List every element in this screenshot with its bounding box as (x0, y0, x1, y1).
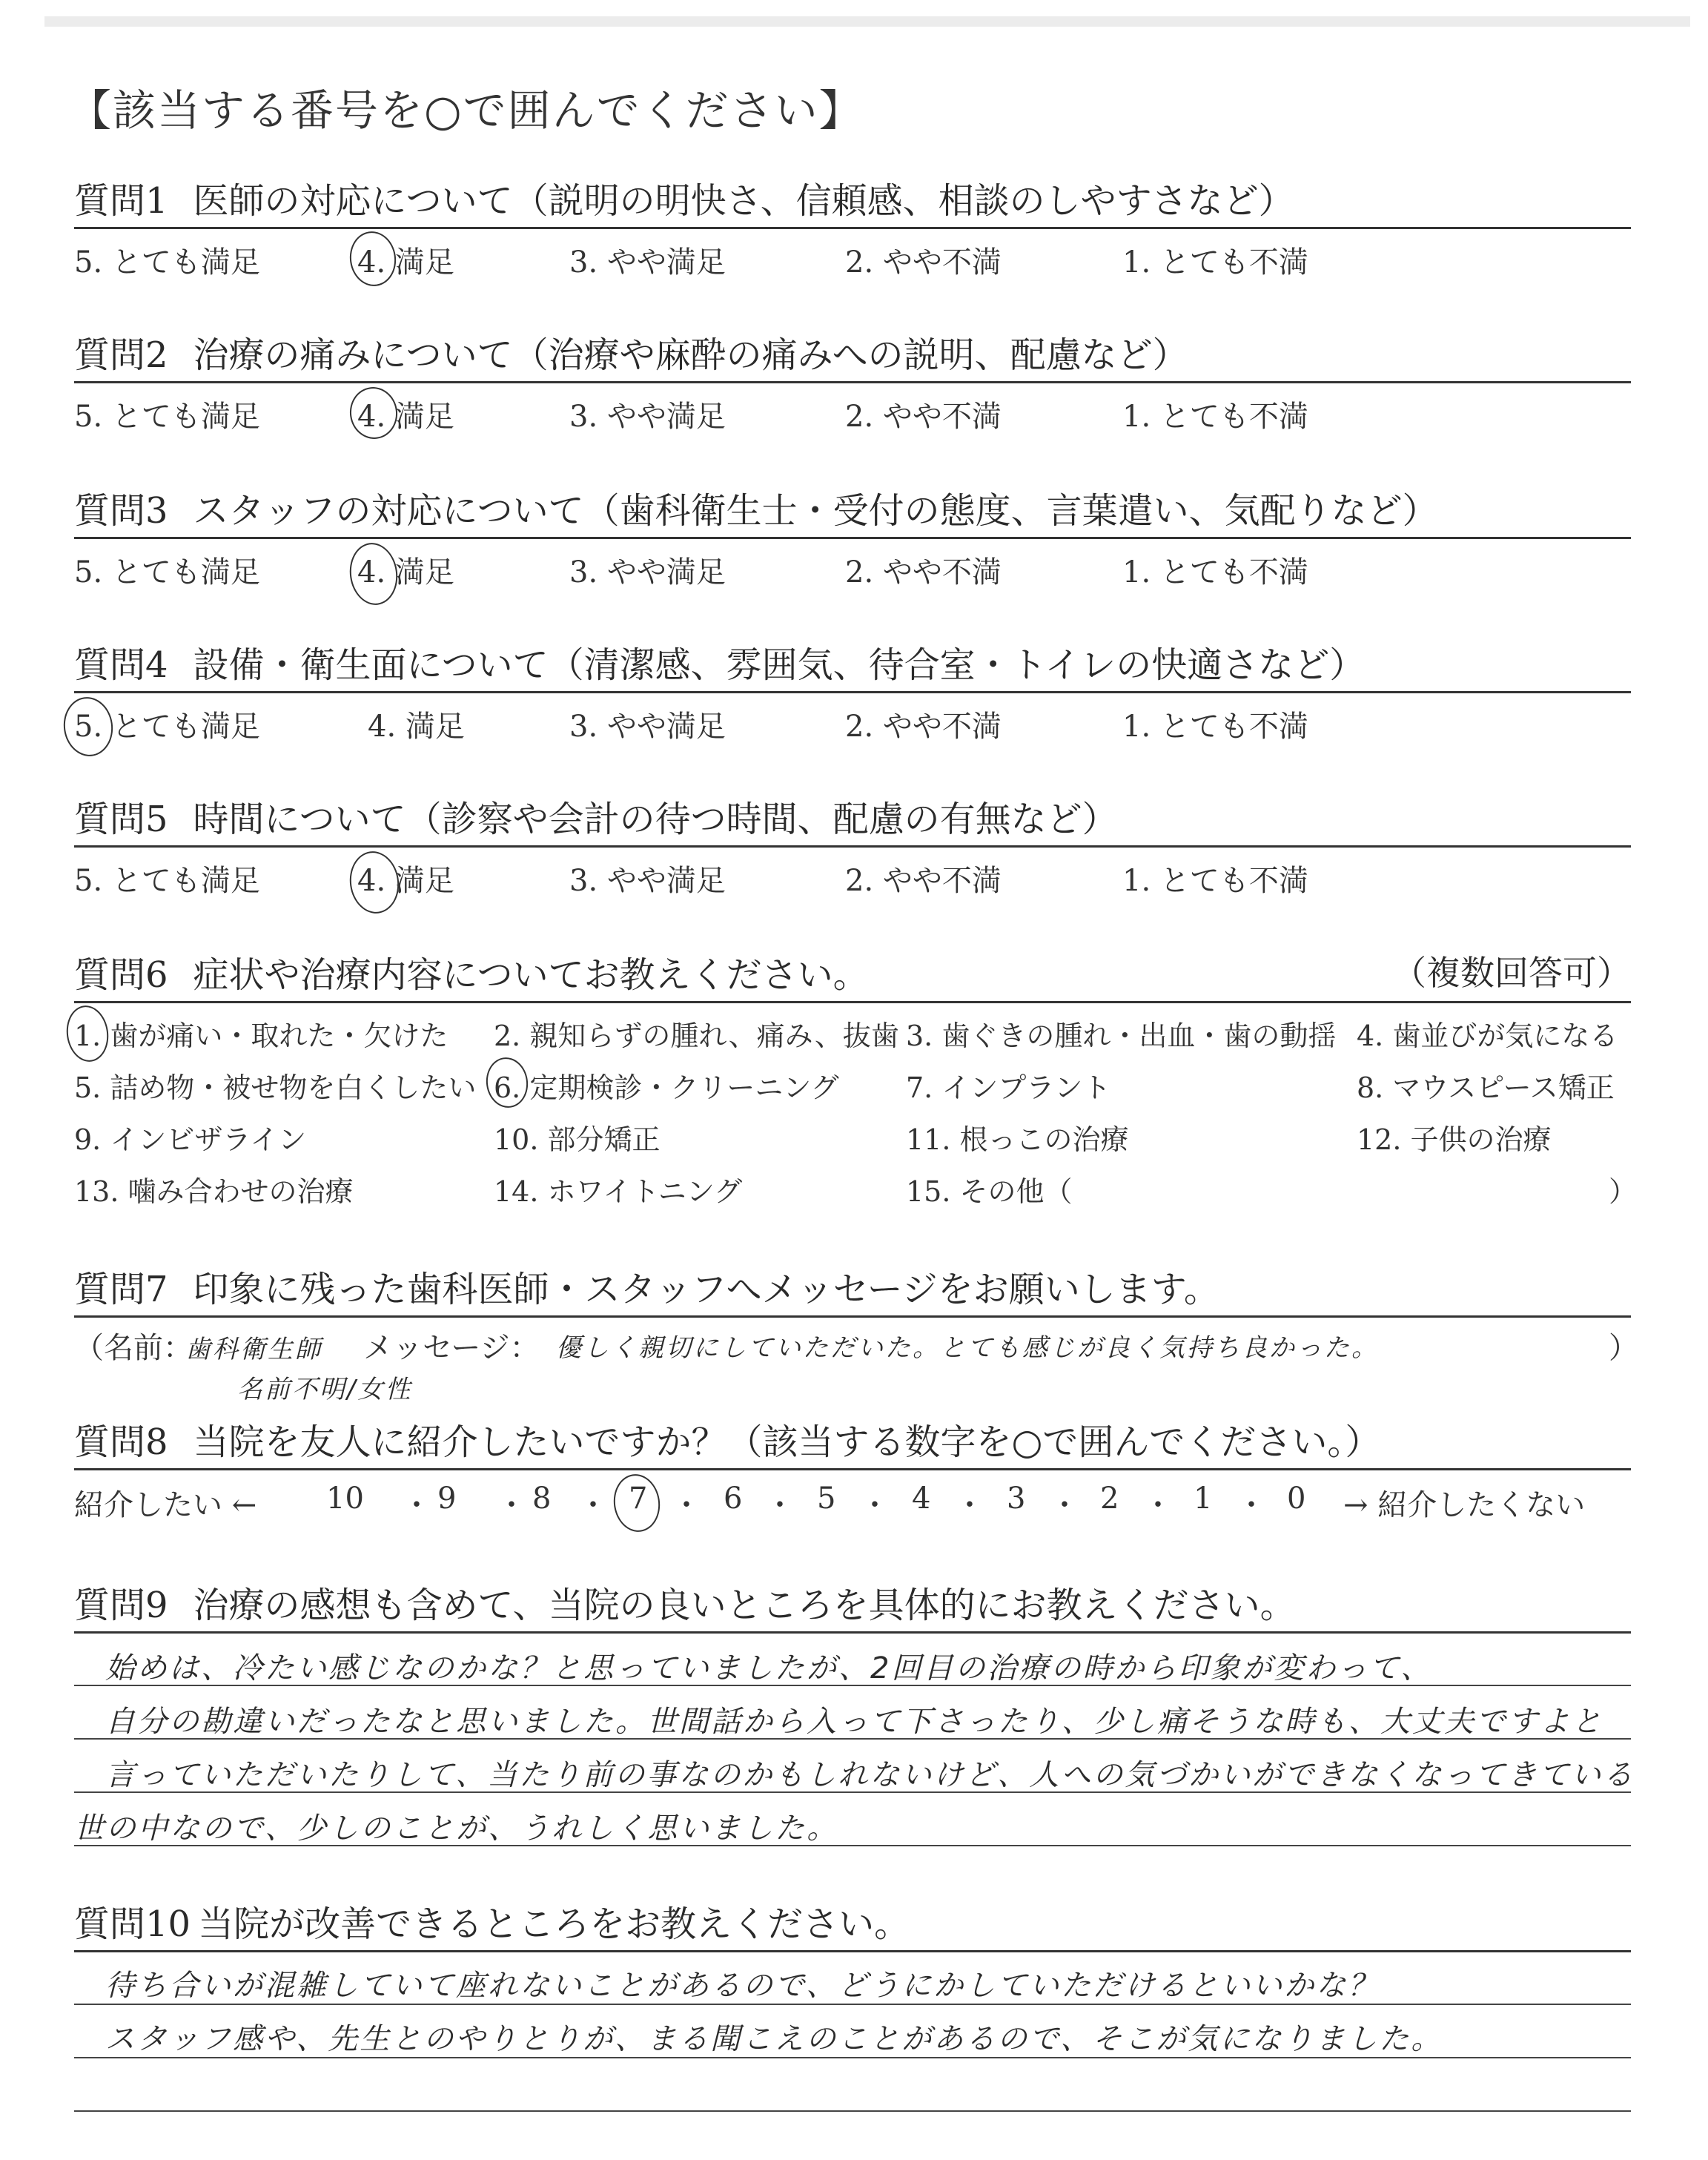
question-title (74, 482, 1631, 533)
page-heading: 【該当する番号を○で囲んでください】 (68, 85, 864, 136)
question-text: 設備・衛生面について（清潔感、雰囲気、待合室・トイレの快適さなど） (193, 644, 1366, 686)
option-4[interactable]: 4. 満足 (357, 555, 454, 589)
scale-5[interactable]: 5 (817, 1482, 836, 1516)
question-number: 質問7 (74, 1269, 168, 1310)
question-rule (74, 1468, 1631, 1470)
handwritten-answer-line: スタッフ感や、先生とのやりとりが、まる聞こえのことがあるので、そこが気になりました。 (105, 2022, 1443, 2056)
symptom-option-12[interactable]: 12. 子供の治療 (1357, 1123, 1552, 1156)
question-title (74, 172, 1631, 223)
symptom-option-7[interactable]: 7. インプラント (906, 1071, 1111, 1104)
question-6 (74, 946, 1638, 1213)
question-text: 医師の対応について（説明の明快さ、信頼感、相談のしやすさなど） (193, 180, 1294, 222)
question-number: 質問6 (74, 954, 168, 996)
scale-dot: ・ (860, 1488, 890, 1522)
option-5[interactable]: 5. とても満足 (74, 555, 260, 589)
option-1[interactable]: 1. とても不満 (1122, 710, 1308, 744)
multiple-answer-note: （複数回答可） (1392, 953, 1631, 993)
scale-1[interactable]: 1 (1194, 1482, 1213, 1516)
symptom-option-13[interactable]: 13. 噛み合わせの治療 (74, 1175, 354, 1208)
option-5[interactable]: 5. とても満足 (74, 864, 260, 898)
symptom-option-4[interactable]: 4. 歯並びが気になる (1357, 1020, 1618, 1052)
question-rule (74, 1315, 1631, 1318)
question-number: 質問4 (74, 644, 168, 686)
scan-edge (44, 16, 1690, 27)
question-1 (74, 172, 1631, 291)
symptom-option-9[interactable]: 9. インビザライン (74, 1123, 307, 1156)
question-rule (74, 1950, 1631, 1952)
message-close-paren: ） (1609, 1331, 1638, 1365)
question-rule (74, 537, 1631, 539)
handwritten-answer-line: 言っていただいたりして、当たり前の事なのかもしれないけど、人への気づかいができなくなってきている (105, 1758, 1635, 1792)
option-5[interactable]: 5. とても満足 (74, 400, 260, 434)
question-3 (74, 482, 1631, 601)
option-5[interactable]: 5. とても満足 (74, 245, 260, 280)
message-label: メッセージ： (363, 1331, 540, 1365)
question-rule (74, 381, 1631, 383)
scale-dot: ・ (1143, 1488, 1173, 1522)
question-title (74, 1895, 1631, 1946)
symptom-option-11[interactable]: 11. 根っこの治療 (906, 1123, 1129, 1156)
question-title (74, 1413, 1631, 1464)
question-text: 当院を友人に紹介したいですか？（該当する数字を○で囲んでください。） (193, 1421, 1381, 1463)
question-title (74, 326, 1631, 377)
option-4[interactable]: 4. 満足 (357, 245, 454, 280)
question-text: 治療の痛みについて（治療や麻酔の痛みへの説明、配慮など） (193, 334, 1188, 376)
symptom-option-2[interactable]: 2. 親知らずの腫れ、痛み、抜歯 (494, 1020, 899, 1052)
handwritten-note: 名前不明/女性 (237, 1375, 413, 1404)
scale-right-label: → 紹介したくない (1343, 1488, 1586, 1522)
scale-6[interactable]: 6 (724, 1482, 743, 1516)
scale-dot: ・ (765, 1488, 795, 1522)
question-number: 質問2 (74, 334, 168, 376)
question-4 (74, 636, 1631, 755)
scale-dot: ・ (672, 1488, 701, 1522)
question-7 (74, 1261, 1638, 1409)
selection-circle (610, 1471, 663, 1535)
selection-circle (63, 1003, 112, 1064)
question-2 (74, 326, 1631, 445)
symptom-option-6[interactable]: 6. 定期検診・クリーニング (494, 1071, 839, 1104)
question-rule (74, 227, 1631, 229)
scale-dot: ・ (578, 1488, 608, 1522)
scale-2[interactable]: 2 (1100, 1482, 1119, 1516)
question-text: 当院が改善できるところをお教えください。 (198, 1903, 910, 1945)
scale-dot: ・ (402, 1488, 431, 1522)
option-4[interactable]: 4. 満足 (368, 710, 465, 744)
scale-dot: ・ (1237, 1488, 1266, 1522)
question-title (74, 790, 1631, 842)
symptom-option-10[interactable]: 10. 部分矯正 (494, 1123, 661, 1156)
question-5 (74, 790, 1631, 909)
question-text: スタッフの対応について（歯科衛生士・受付の態度、言葉遣い、気配りなど） (193, 490, 1438, 532)
option-2[interactable]: 2. やや不満 (845, 710, 1002, 744)
option-1[interactable]: 1. とても不満 (1122, 400, 1308, 434)
question-text: 時間について（診察や会計の待つ時間、配慮の有無など） (193, 799, 1118, 840)
handwritten-answer-line: 待ち合いが混雑していて座れないことがあるので、どうにかしていただけるといいかな？ (105, 1969, 1380, 2003)
scale-0[interactable]: 0 (1287, 1482, 1306, 1516)
option-3[interactable]: 3. やや満足 (569, 710, 726, 744)
scale-left-label: 紹介したい ← (74, 1488, 257, 1522)
question-rule (74, 1001, 1631, 1003)
handwritten-answer-line: 始めは、冷たい感じなのかな？と思っていましたが、2回目の治療の時から印象が変わって、 (105, 1651, 1433, 1685)
question-title (74, 636, 1631, 687)
option-2[interactable]: 2. やや不満 (845, 555, 1002, 589)
question-number: 質問10 (74, 1903, 191, 1945)
option-1[interactable]: 1. とても不満 (1122, 864, 1308, 898)
option-1[interactable]: 1. とても不満 (1122, 555, 1308, 589)
question-text: 印象に残った歯科医師・スタッフへメッセージをお願いします。 (193, 1269, 1219, 1310)
scale-dot: ・ (955, 1488, 984, 1522)
symptom-option-14[interactable]: 14. ホワイトニング (494, 1175, 743, 1208)
scale-9[interactable]: 9 (437, 1482, 457, 1516)
question-text: 治療の感想も含めて、当院の良いところを具体的にお教えください。 (193, 1585, 1296, 1626)
question-number: 質問8 (74, 1421, 168, 1463)
question-number: 質問1 (74, 180, 168, 222)
option-5[interactable]: 5. とても満足 (74, 710, 260, 744)
question-number: 質問5 (74, 799, 168, 840)
question-9 (74, 1576, 1635, 1858)
scale-8[interactable]: 8 (532, 1482, 552, 1516)
question-title (74, 1261, 1631, 1312)
other-close-paren: ） (1609, 1175, 1638, 1208)
handwritten-answer-line: 世の中なので、少しのことが、うれしく思いました。 (74, 1811, 839, 1846)
question-text: 症状や治療内容についてお教えください。 (193, 954, 869, 996)
question-rule (74, 845, 1631, 848)
scale-3[interactable]: 3 (1007, 1482, 1026, 1516)
symptom-option-8[interactable]: 8. マウスピース矯正 (1357, 1071, 1615, 1104)
question-rule (74, 1631, 1631, 1634)
question-rule (74, 691, 1631, 693)
name-prefix: （名前： (74, 1331, 193, 1365)
option-3[interactable]: 3. やや満足 (569, 400, 726, 434)
scale-dot: ・ (1050, 1488, 1079, 1522)
scale-7[interactable]: 7 (629, 1482, 648, 1516)
option-4[interactable]: 4. 満足 (357, 400, 454, 434)
option-2[interactable]: 2. やや不満 (845, 400, 1002, 434)
question-number: 質問9 (74, 1585, 168, 1626)
question-number: 質問3 (74, 490, 168, 532)
symptom-option-1[interactable]: 1. 歯が痛い・取れた・欠けた (74, 1020, 448, 1052)
question-10 (74, 1895, 1631, 2147)
answer-line (74, 2110, 1631, 2112)
option-2[interactable]: 2. やや不満 (845, 864, 1002, 898)
option-3[interactable]: 3. やや満足 (569, 555, 726, 589)
symptom-option-3[interactable]: 3. 歯ぐきの腫れ・出血・歯の動揺 (906, 1020, 1337, 1052)
handwritten-message: 優しく親切にしていただいた。とても感じが良く気持ち良かった。 (556, 1333, 1379, 1363)
option-3[interactable]: 3. やや満足 (569, 864, 726, 898)
scale-4[interactable]: 4 (912, 1482, 931, 1516)
option-3[interactable]: 3. やや満足 (569, 245, 726, 280)
scale-10[interactable]: 10 (326, 1482, 364, 1516)
option-1[interactable]: 1. とても不満 (1122, 245, 1308, 280)
handwritten-name: 歯科衛生師 (185, 1335, 322, 1364)
handwritten-answer-line: 自分の勘違いだったなと思いました。世間話から入って下さったり、少し痛そうな時も、大丈夫ですよと (105, 1705, 1603, 1739)
question-title (74, 1576, 1631, 1628)
symptom-option-5[interactable]: 5. 詰め物・被せ物を白くしたい (74, 1071, 477, 1104)
option-2[interactable]: 2. やや不満 (845, 245, 1002, 280)
symptom-option-15[interactable]: 15. その他（ (906, 1175, 1073, 1208)
scale-dot: ・ (497, 1488, 526, 1522)
question-8 (74, 1413, 1631, 1532)
question-title (74, 946, 1631, 997)
option-4[interactable]: 4. 満足 (357, 864, 454, 898)
